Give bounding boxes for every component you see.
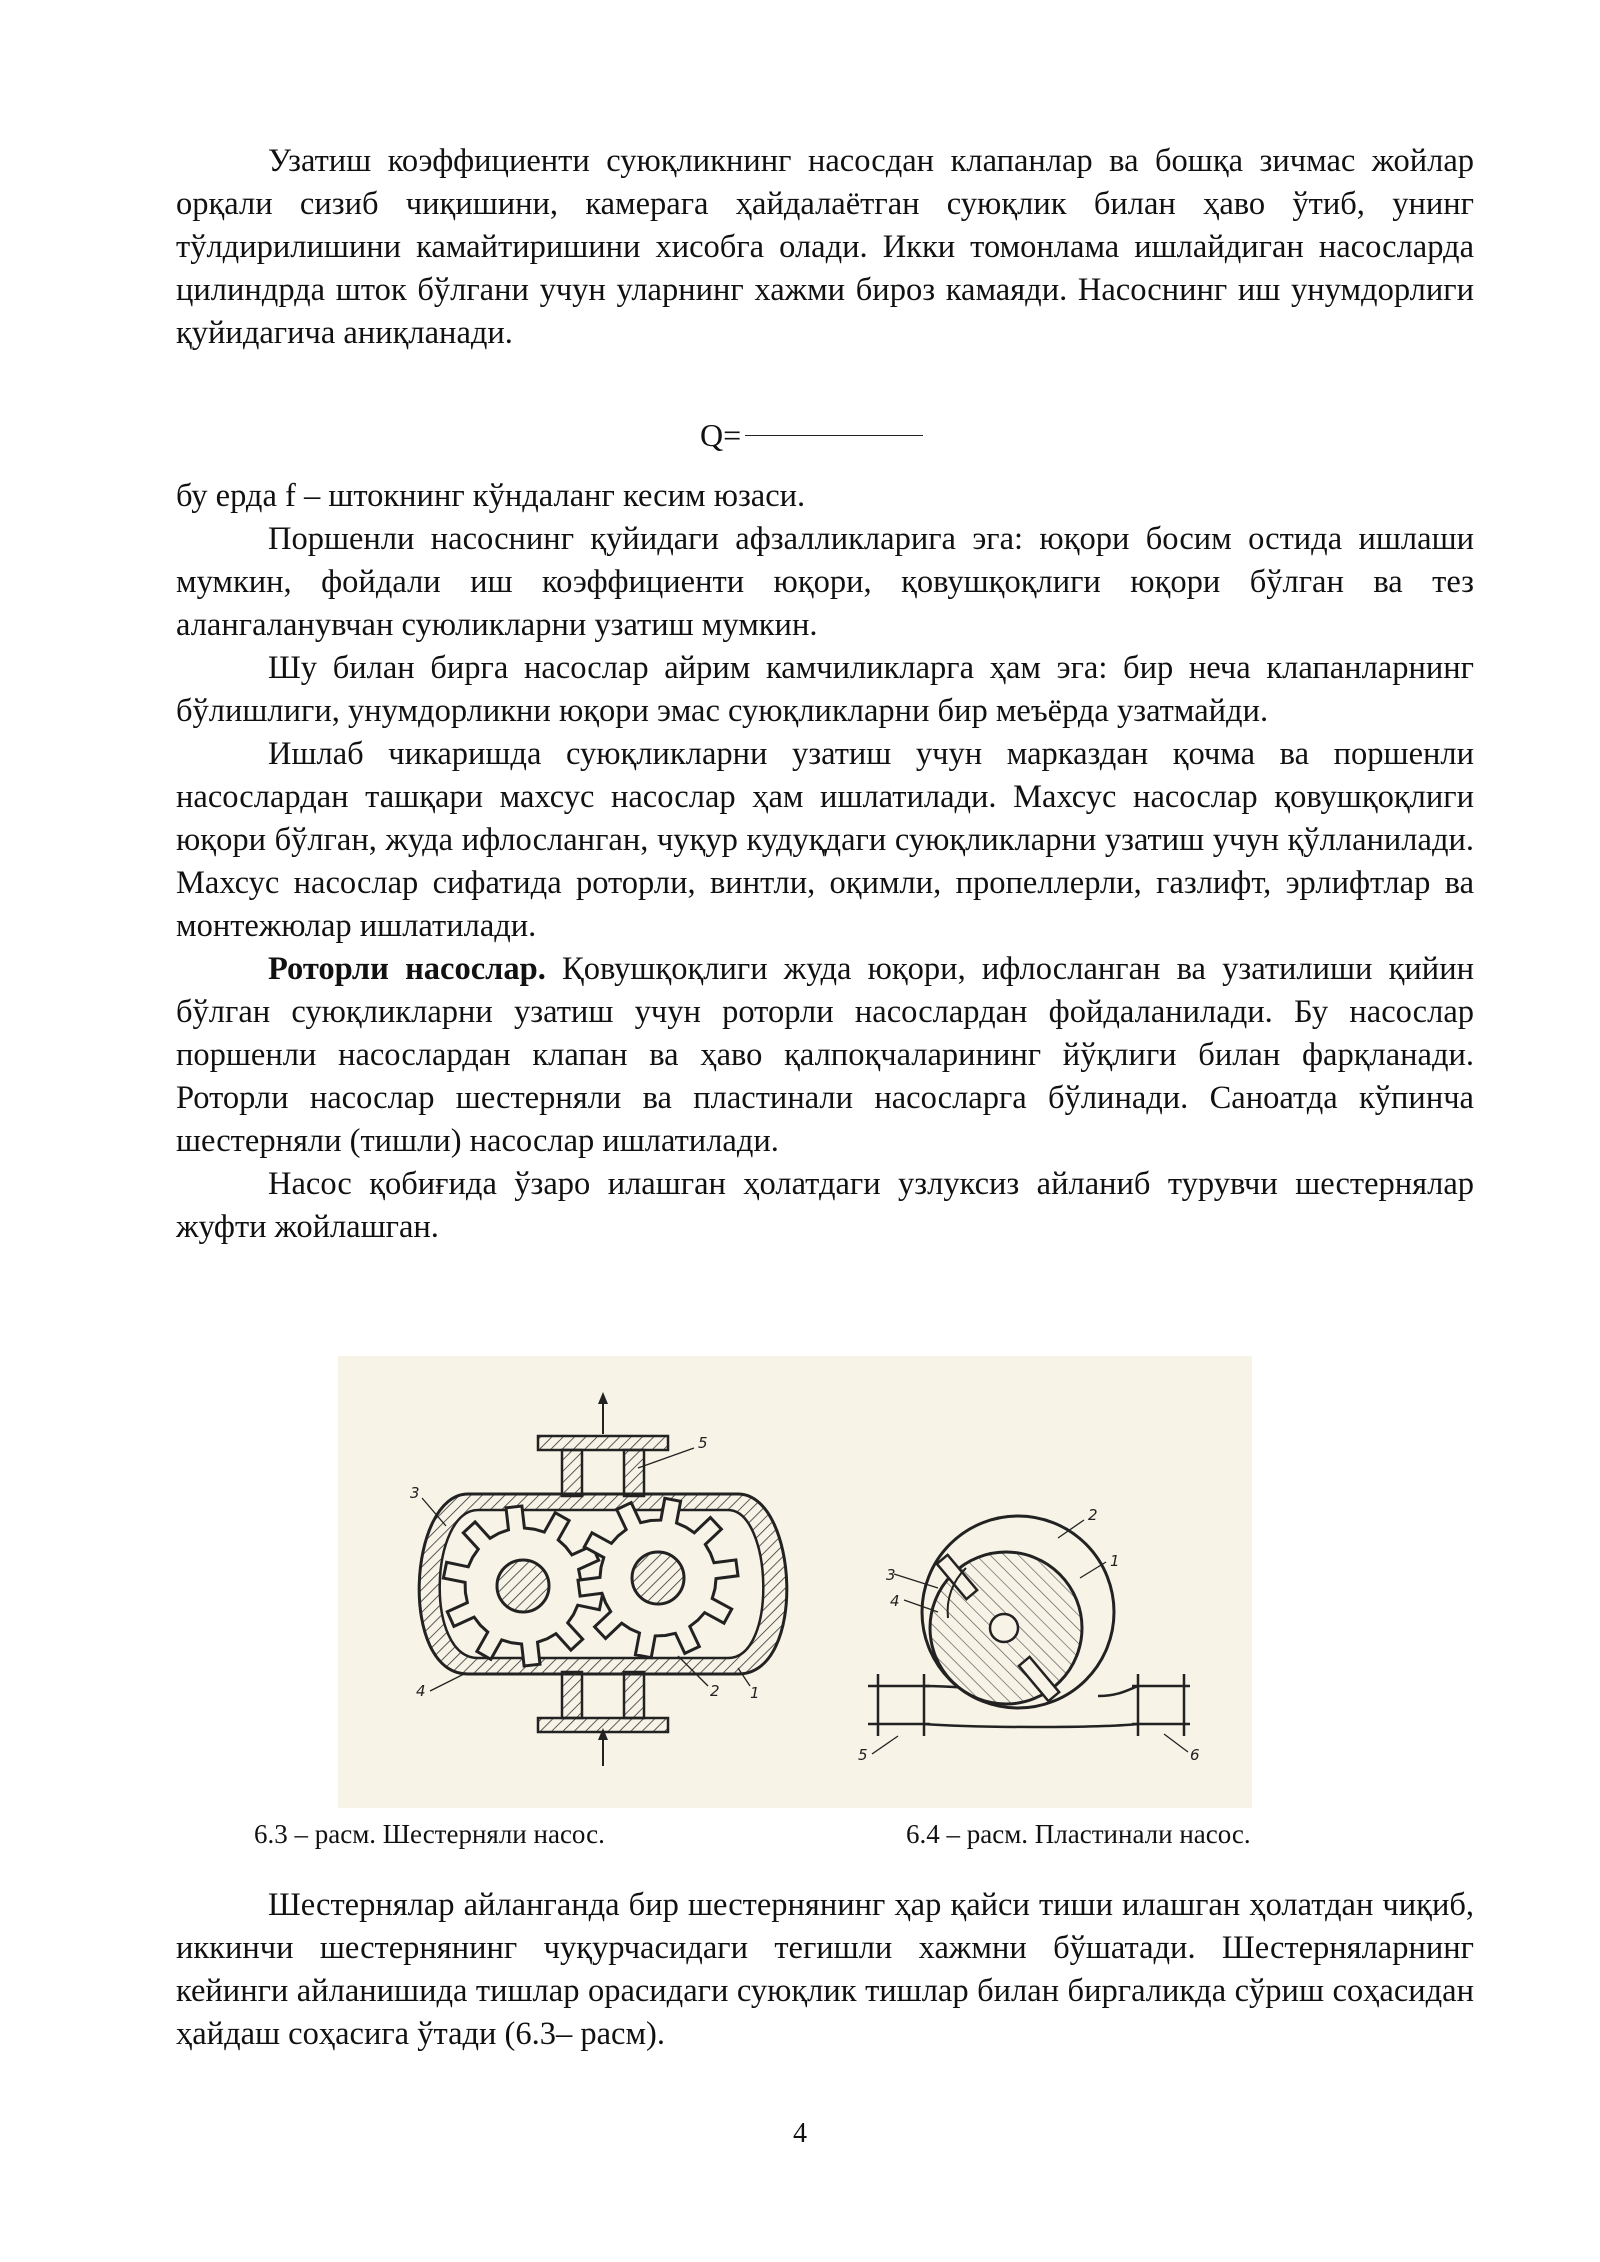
vane-label-3: 3 [886,1566,896,1584]
gear-label-3: 3 [410,1484,420,1502]
paragraph-7: Насос қобиғида ўзаро илашган ҳолатдаги узлуксиз айланиб турувчи шестернялар жуфти жойлашган. [176,1166,1474,1245]
paragraph-1-block [176,140,1474,355]
paragraph-4: Шу билан бирга насослар айрим камчиликларга ҳам эга: бир неча клапанларнинг бўлишлиги, унумдорликни юқори эмас суюқликларни бир меъёрда узатмайди. [176,650,1474,729]
vane-label-4: 4 [890,1592,900,1610]
rotor-shaft [990,1614,1018,1642]
paragraph-3: Поршенли насоснинг қуйидаги афзалликларига эга: юқори босим остида ишлаши мумкин, фойдали иш коэффициенти юқори, қовушқоқлиги юқори бўлган ва тез алангаланувчан суюликларни узатиш мумкин. [176,521,1474,643]
paragraph-6 [176,948,1474,1163]
formula [700,414,923,457]
paragraph-2: бу ерда f – штокнинг кўндаланг кесим юзаси. [176,478,806,514]
paragraph-5: Ишлаб чикаришда суюқликларни узатиш учун марказдан қочма ва поршенли насослардан ташқари махсус насослар ҳам ишлатилади. Махсус насослар қовушқоқлиги юқори бўлган, жуда ифлосланган, чуқур кудуқдаги суюқликларни узатиш учун қўлланилади. Махсус насослар сифатида роторли, винтли, оқимли, пропеллерли, газлифт, эрлифтлар ва монтежюлар ишлатилади. [176,736,1474,944]
paragraph-8-block [176,1884,1474,2056]
gear-label-4: 4 [416,1682,426,1700]
page-number: 4 [793,2118,807,2149]
inlet-arrow-icon [598,1728,608,1766]
section-heading-rotary-pumps: Роторли насослар. [268,951,546,987]
gear-label-1: 1 [750,1684,760,1702]
vane-label-2: 2 [1088,1506,1098,1524]
body-text-block [176,475,1474,1249]
gear-pump-diagram [410,1392,787,1766]
pump-diagrams [338,1356,1252,1808]
figure-pumps [338,1356,1252,1808]
outlet-arrow-icon [598,1392,608,1434]
gear-label-2: 2 [710,1682,720,1700]
fraction-bar [745,435,923,436]
vane-label-5: 5 [858,1746,868,1764]
paragraph-1: Узатиш коэффициенти суюқликнинг насосдан клапанлар ва бошқа зичмас жойлар орқали сизиб чиқишини, камерага ҳайдалаётган суюқлик билан ҳаво ўтиб, унинг тўлдирилишини камайтиришини хисобга олади. Икки томонлама ишлайдиган насосларда цилиндрда шток бўлгани учун уларнинг хажми бироз камаяди. Насоснинг иш унумдорлиги қуйидагича аниқланади. [176,143,1474,351]
caption-gear-pump: 6.3 – расм. Шестерняли насос. [254,1819,605,1849]
formula-q: Q= [700,417,742,453]
vane-pump-diagram [858,1506,1200,1764]
paragraph-6-text: Қовушқоқлиги жуда юқори, ифлосланган ва узатилиши қийин бўлган суюқликларни узатиш учун роторли насослардан фойдаланилади. Бу насослар поршенли насослардан клапан ва ҳаво қалпоқчаларининг йўқлиги билан фарқланади. Роторли насослар шестерняли ва пластинали насосларга бўлинади. Саноатда кўпинча шестерняли (тишли) насослар ишлатилади. [176,951,1474,1159]
vane-label-1: 1 [1110,1552,1120,1570]
caption-vane-pump: 6.4 – расм. Пластинали насос. [906,1819,1251,1849]
gear-label-5: 5 [698,1434,708,1452]
vane-label-6: 6 [1190,1746,1200,1764]
paragraph-8: Шестернялар айланганда бир шестернянинг ҳар қайси тиши илашган ҳолатдан чиқиб, иккинчи шестернянинг чуқурчасидаги тегишли хажмни бўшатади. Шестерняларнинг кейинги айланишида тишлар орасидаги суюқлик тишлар билан биргаликда сўриш соҳасидан ҳайдаш соҳасига ўтади (6.3– расм). [176,1887,1474,2052]
